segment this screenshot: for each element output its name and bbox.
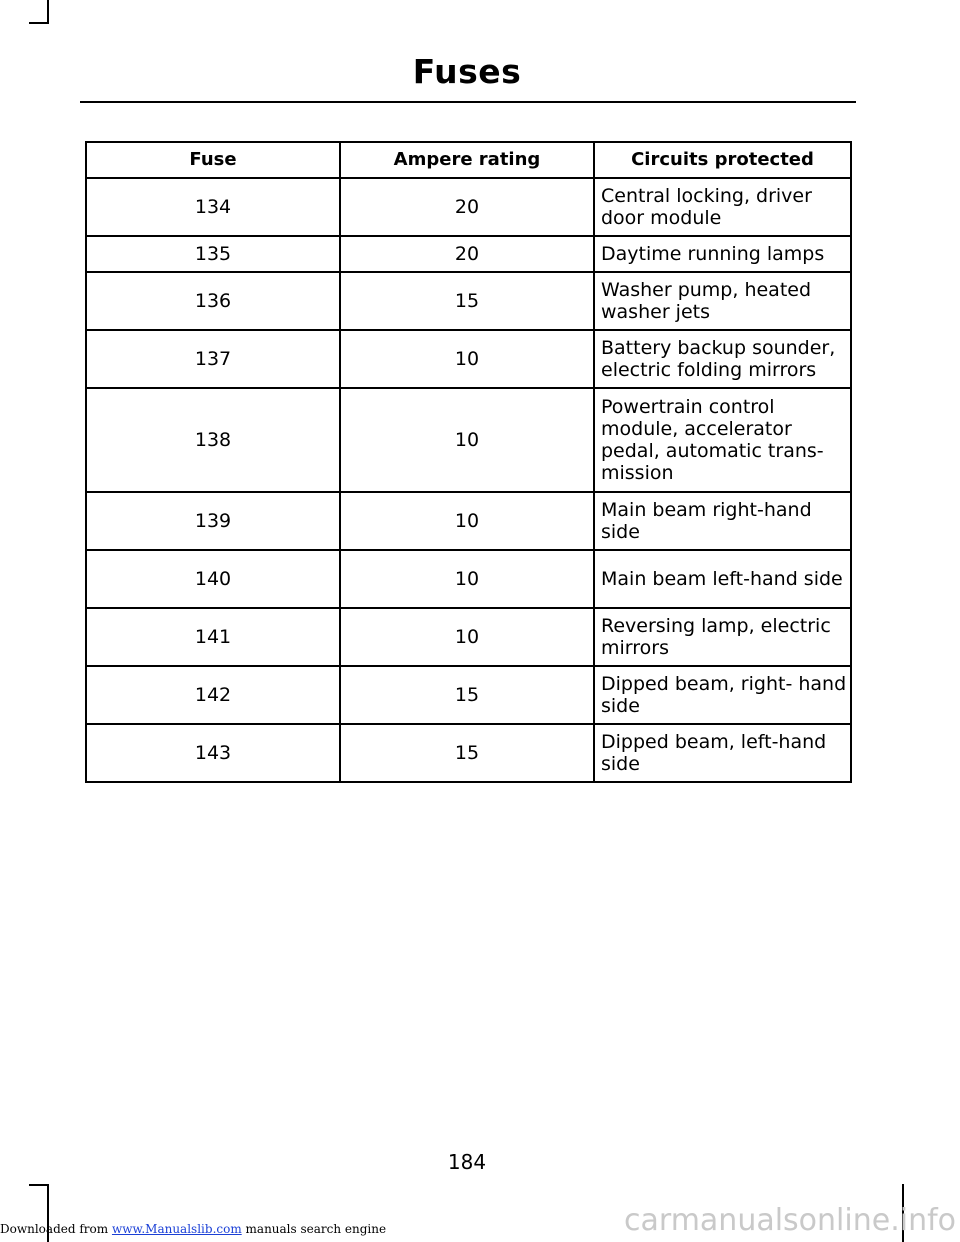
table-row — [86, 178, 851, 236]
circuits-protected: Central locking, driver door module — [594, 178, 851, 236]
fuse-number: 137 — [86, 330, 340, 388]
circuits-protected: Washer pump, heated washer jets — [594, 272, 851, 330]
fuse-number: 140 — [86, 550, 340, 608]
fuse-number: 139 — [86, 492, 340, 550]
title-divider — [80, 101, 856, 103]
ampere-rating: 20 — [340, 178, 594, 236]
footer-prefix: Downloaded from — [0, 1222, 109, 1236]
ampere-rating: 10 — [340, 330, 594, 388]
ampere-rating: 20 — [340, 236, 594, 272]
ampere-rating: 15 — [340, 724, 594, 782]
header-ampere-rating: Ampere rating — [340, 142, 594, 178]
table-header-row — [86, 142, 851, 178]
table-row — [86, 666, 851, 724]
fuse-number: 135 — [86, 236, 340, 272]
table-row — [86, 236, 851, 272]
circuits-protected: Reversing lamp, electric mirrors — [594, 608, 851, 666]
header-circuits-protected: Circuits protected — [594, 142, 851, 178]
fuse-table — [85, 141, 852, 783]
crop-mark-bottom-left-h — [29, 1184, 49, 1186]
footer-suffix: manuals search engine — [245, 1222, 387, 1236]
header-fuse: Fuse — [86, 142, 340, 178]
circuits-protected: Main beam right-hand side — [594, 492, 851, 550]
ampere-rating: 15 — [340, 272, 594, 330]
circuits-protected: Main beam left-hand side — [594, 550, 851, 608]
watermark: carmanualsonline.info — [624, 1203, 956, 1238]
crop-mark-top-left-v — [47, 0, 49, 24]
ampere-rating: 10 — [340, 492, 594, 550]
table-row — [86, 272, 851, 330]
fuse-number: 141 — [86, 608, 340, 666]
crop-mark-top-left-h — [29, 22, 49, 24]
table-row — [86, 724, 851, 782]
table-row — [86, 492, 851, 550]
fuse-number: 134 — [86, 178, 340, 236]
fuse-number: 143 — [86, 724, 340, 782]
table-row — [86, 388, 851, 492]
ampere-rating: 10 — [340, 388, 594, 492]
circuits-protected: Dipped beam, right- hand side — [594, 666, 851, 724]
fuse-number: 142 — [86, 666, 340, 724]
ampere-rating: 10 — [340, 550, 594, 608]
ampere-rating: 10 — [340, 608, 594, 666]
ampere-rating: 15 — [340, 666, 594, 724]
table-row — [86, 550, 851, 608]
fuse-number: 138 — [86, 388, 340, 492]
circuits-protected: Daytime running lamps — [594, 236, 851, 272]
circuits-protected: Dipped beam, left-hand side — [594, 724, 851, 782]
circuits-protected: Powertrain control module, accelerator pedal, automatic trans- mission — [594, 388, 851, 492]
manualslib-link[interactable]: www.Manualslib.com — [111, 1222, 242, 1236]
download-footer — [0, 1222, 386, 1236]
page-title: Fuses — [412, 52, 522, 91]
table-row — [86, 608, 851, 666]
circuits-protected: Battery backup sounder, electric folding mirrors — [594, 330, 851, 388]
page-number: 184 — [447, 1150, 487, 1174]
fuse-number: 136 — [86, 272, 340, 330]
table-row — [86, 330, 851, 388]
